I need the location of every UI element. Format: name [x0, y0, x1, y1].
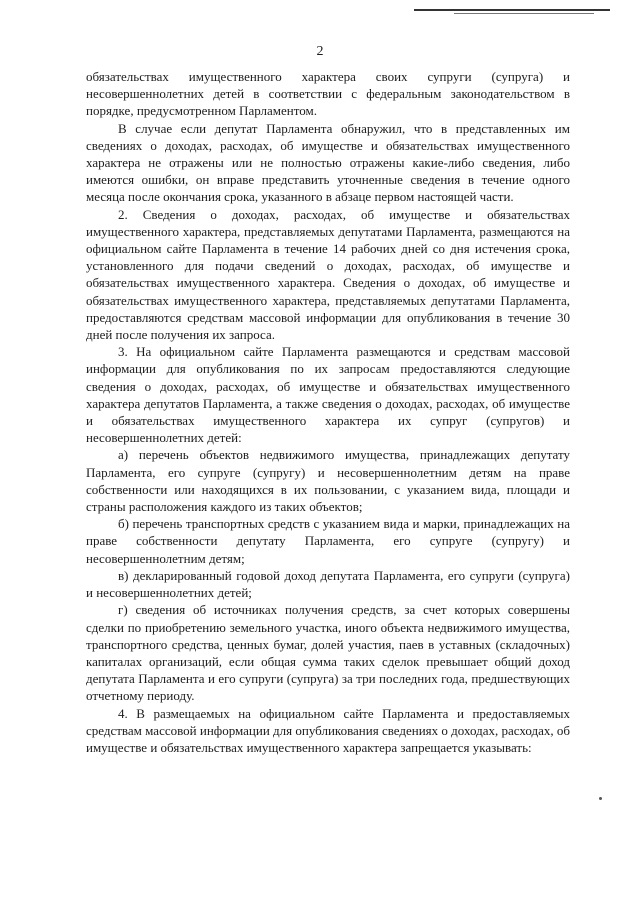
paragraph-continuation: обязательствах имущественного характера своих супруги (супруга) и несовершеннолетних детей в соответствии с федеральным законодательством в порядке, предусмотренном Парламентом.: [86, 69, 570, 119]
list-item-v: в) декларированный годовой доход депутата Парламента, его супруги (супруга) и несовершеннолетних детей;: [86, 567, 570, 601]
list-item-a: а) перечень объектов недвижимого имущества, принадлежащих депутату Парламента, его супруге (супругу) и несовершеннолетним детям на праве собственности или находящихся в их пользовании, с указанием вида, площади и страны расположения каждого из таких объектов;: [86, 447, 570, 515]
paragraph-section-4: 4. В размещаемых на официальном сайте Парламента и предоставляемых средствам массовой информации для опубликования сведениях о доходах, расходах, об имуществе и обязательствах имущественного характера запрещается указывать:: [86, 705, 570, 755]
scan-dot-mark: [599, 797, 602, 800]
paragraph-section-2: 2. Сведения о доходах, расходах, об имуществе и обязательствах имущественного характера, представляемых депутатами Парламента, размещаются на официальном сайте Парламента в течение 14 рабочих дней со дня истечения срока, установленного для подачи сведений о доходах, расходах, об имуществе и обязательствах имущественного характера. Сведения о доходах, об имуществе и обязательствах имущественного характера, представляемых депутатами Парламента, предоставляются средствам массовой информации для опубликования в течение 30 дней после получения их запроса.: [86, 206, 570, 343]
list-item-g: г) сведения об источниках получения средств, за счет которых совершены сделки по приобретению земельного участка, иного объекта недвижимого имущества, транспортного средства, ценных бумаг, долей участия, паев в уставных (складочных) капиталах организаций, если общая сумма таких сделок превышает общий доход депутата Парламента и его супруги (супруга) за три последних года, предшествующих отчетному периоду.: [86, 602, 570, 704]
page-number: 2: [316, 44, 324, 59]
scan-line-mark: [414, 9, 610, 11]
paragraph-correction-rule: В случае если депутат Парламента обнаружил, что в представленных им сведениях о доходах, расходах, об имуществе и обязательствах имущественного характера не отражены или не полностью отражены какие-либо сведения, либо имеются ошибки, он вправе представить уточненные сведения в течение одного месяца после окончания срока, указанного в абзаце первом настоящей части.: [86, 120, 570, 205]
list-item-b: б) перечень транспортных средств с указанием вида и марки, принадлежащих на праве собственности депутату Парламента, его супруге (супругу) и несовершеннолетним детям;: [86, 516, 570, 566]
document-body: [86, 68, 570, 756]
paragraph-section-3: 3. На официальном сайте Парламента размещаются и средствам массовой информации для опубликования по их запросам предоставляются следующие сведения о доходах, расходах, об имуществе и обязательствах имущественного характера депутатов Парламента, а также сведения о доходах, расходах, об имуществе и обязательствах имущественного характера их супруг (супругов) и несовершеннолетних детей:: [86, 344, 570, 446]
